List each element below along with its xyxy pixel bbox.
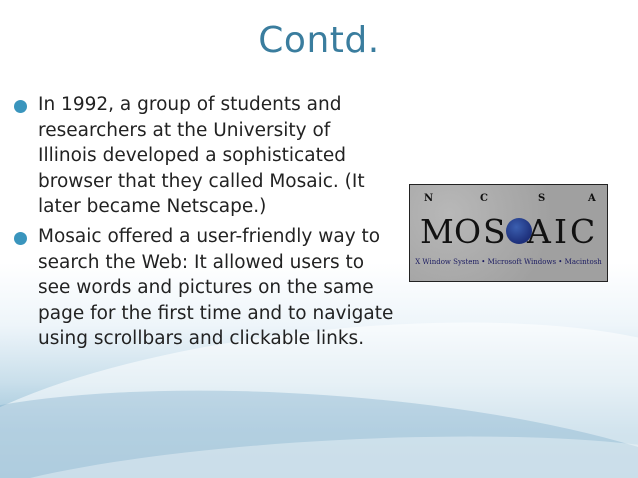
bullet-item bbox=[14, 224, 394, 352]
logo-word-letter: S bbox=[483, 212, 506, 251]
logo-word-letter: O bbox=[454, 212, 482, 251]
logo-top-letters bbox=[422, 193, 595, 207]
logo-letter: A bbox=[588, 193, 596, 204]
bullet-icon bbox=[14, 232, 27, 245]
bullet-text: In 1992, a group of students and researchers at the University of Illinois developed a sophisticated browser that they called Mosaic. (It later became Netscape.) bbox=[38, 94, 365, 218]
logo-word-letter: A bbox=[527, 212, 551, 251]
logo-word-letter: I bbox=[554, 212, 568, 251]
bullet-text: Mosaic offered a user-friendly way to search the Web: It allowed users to see words and pictures on the same page for the first time and to navigate using scrollbars and clickable links. bbox=[38, 225, 394, 350]
bullet-item bbox=[14, 92, 394, 220]
bullet-list bbox=[14, 92, 394, 356]
logo-letter: N bbox=[424, 193, 434, 204]
ncsa-mosaic-logo bbox=[409, 184, 608, 282]
bullet-icon bbox=[14, 100, 27, 113]
slide-title: Contd. bbox=[258, 20, 380, 61]
logo-tagline: X Window System • Microsoft Windows • Macintosh bbox=[415, 258, 602, 266]
logo-word bbox=[420, 213, 600, 253]
logo-letter: S bbox=[538, 193, 546, 204]
logo-word-letter: M bbox=[420, 212, 454, 251]
logo-letter: C bbox=[480, 193, 488, 204]
logo-word-letter: C bbox=[570, 212, 596, 251]
